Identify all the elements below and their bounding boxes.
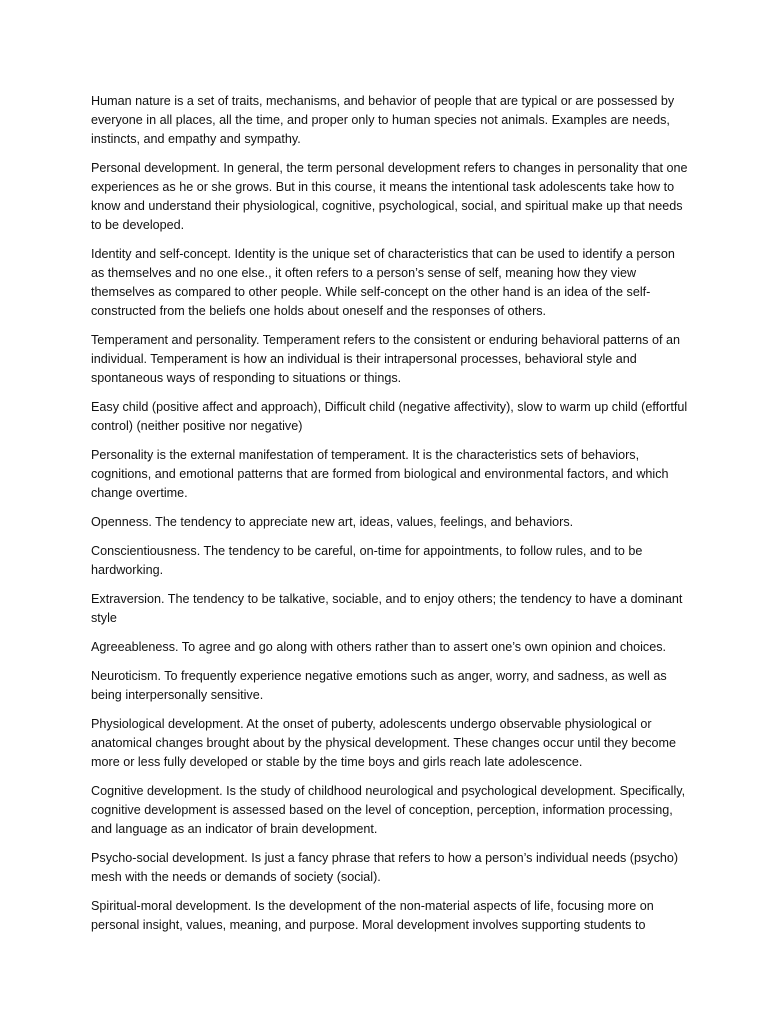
paragraph-extraversion: Extraversion. The tendency to be talkative, sociable, and to enjoy others; the tendency to have a dominant style [91, 592, 683, 625]
paragraph-human-nature: Human nature is a set of traits, mechanisms, and behavior of people that are typical or are possessed by everyone in all places, all the time, and proper only to human species not animals. Examples are needs, instincts, and empathy and sympathy. [91, 94, 675, 146]
paragraph-spiritual-moral-development: Spiritual-moral development. Is the development of the non-material aspects of life, focusing more on personal insight, values, meaning, and purpose. Moral development involves supporting students to [91, 899, 654, 932]
paragraph-personal-development: Personal development. In general, the term personal development refers to changes in personality that one experiences as he or she grows. But in this course, it means the intentional task adolescents take how to know and understand their physiological, cognitive, psychological, social, and spiritual make up that needs to be developed. [91, 161, 688, 232]
paragraph-identity-self-concept: Identity and self-concept. Identity is the unique set of characteristics that can be used to identify a person as themselves and no one else., it often refers to a person’s sense of self, meaning how they view themselves as compared to other people. While self-concept on the other hand is an idea of the self-constructed from the beliefs one holds about oneself and the responses of others. [91, 247, 675, 318]
paragraph-psycho-social-development: Psycho-social development. Is just a fancy phrase that refers to how a person’s individual needs (psycho) mesh with the needs or demands of society (social). [91, 851, 679, 884]
paragraph-cognitive-development: Cognitive development. Is the study of childhood neurological and psychological development. Specifically, cognitive development is assessed based on the level of conception, perception, information processing, and language as an indicator of brain development. [91, 784, 686, 836]
paragraph-temperament-personality: Temperament and personality. Temperament refers to the consistent or enduring behavioral patterns of an individual. Temperament is how an individual is their intrapersonal processes, behavioral style and spontaneous ways of responding to situations or things. [91, 333, 680, 385]
paragraph-physiological-development: Physiological development. At the onset of puberty, adolescents undergo observable physiological or anatomical changes brought about by the physical development. These changes occur until they become more or less fully developed or stable by the time boys and girls reach late adolescence. [91, 717, 677, 769]
paragraph-conscientiousness: Conscientiousness. The tendency to be careful, on-time for appointments, to follow rules, and to be hardworking. [91, 544, 643, 577]
paragraph-agreeableness: Agreeableness. To agree and go along with others rather than to assert one’s own opinion and choices. [91, 640, 667, 654]
paragraph-neuroticism: Neuroticism. To frequently experience negative emotions such as anger, worry, and sadness, as well as being interpersonally sensitive. [91, 669, 667, 702]
paragraph-personality: Personality is the external manifestation of temperament. It is the characteristics sets of behaviors, cognitions, and emotional patterns that are formed from biological and environmental factors, and which change overtime. [91, 448, 669, 500]
document-body [91, 92, 691, 945]
paragraph-child-types: Easy child (positive affect and approach), Difficult child (negative affectivity), slow to warm up child (effortful control) (neither positive nor negative) [91, 400, 688, 433]
paragraph-openness: Openness. The tendency to appreciate new art, ideas, values, feelings, and behaviors. [91, 515, 574, 529]
